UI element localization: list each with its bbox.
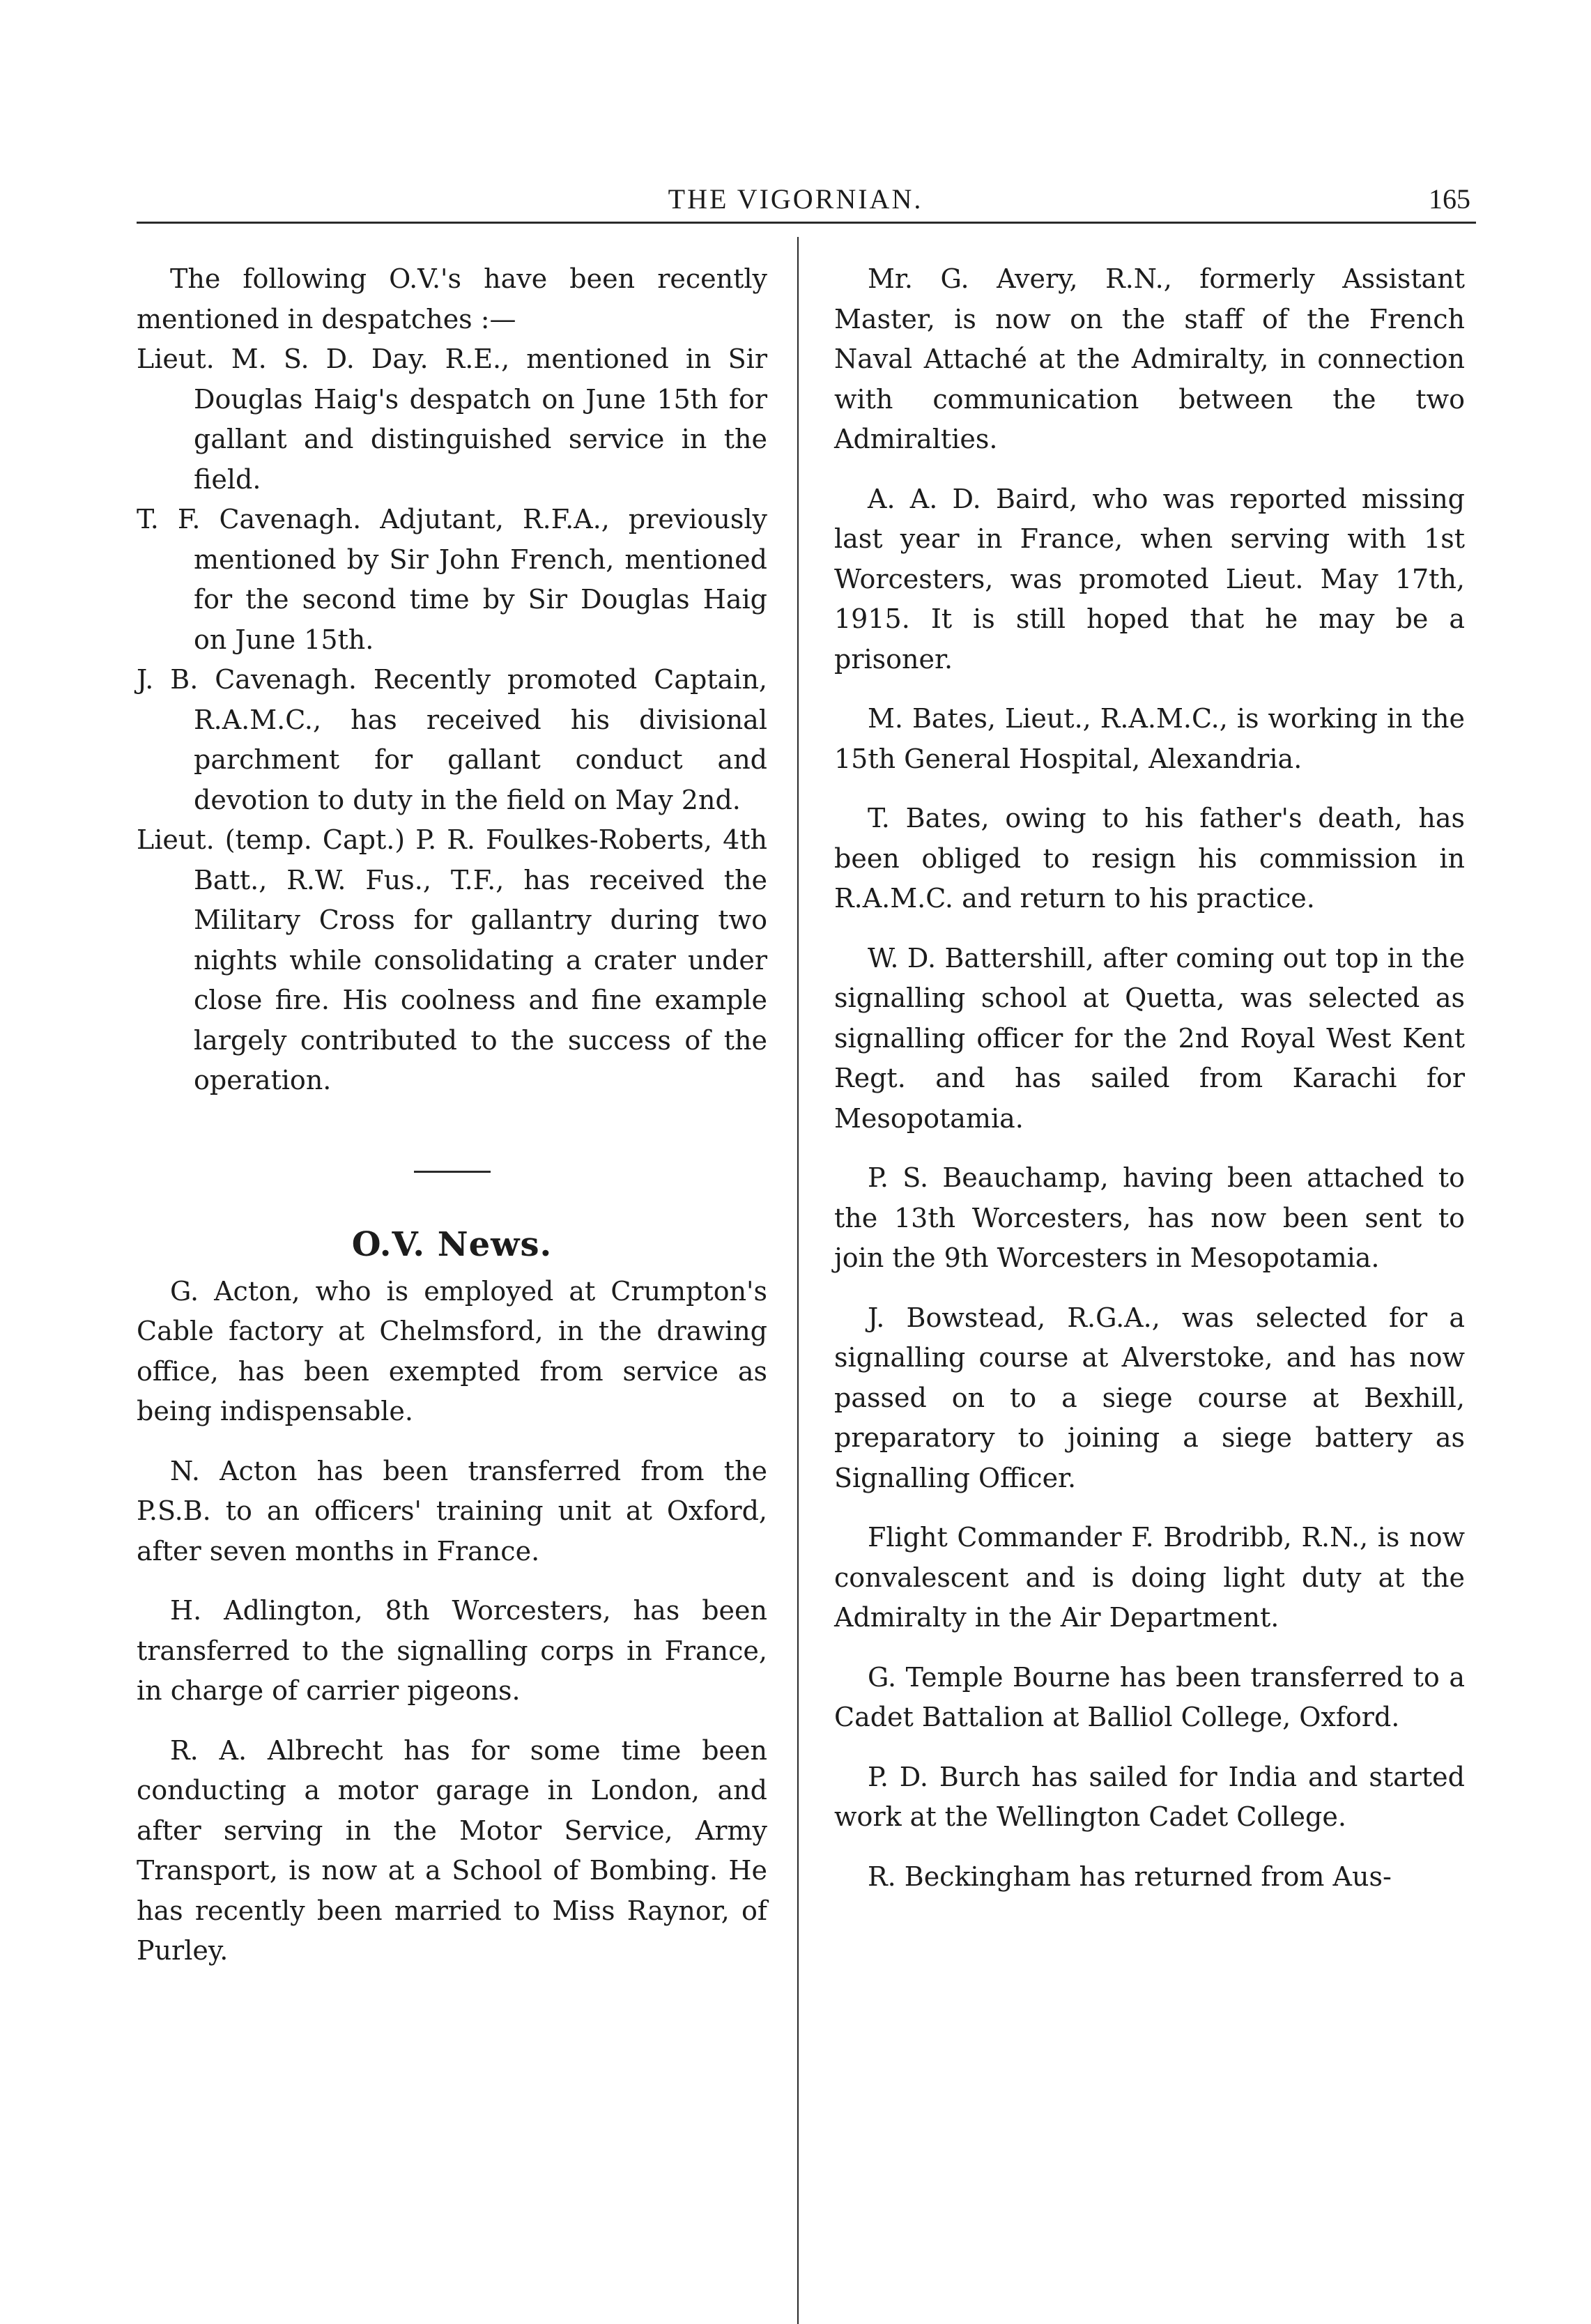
news-item: A. A. D. Baird, who was reported missing last year in France, when serving with 1st Worcesters, was promoted Lieut. May 17th, 1915. It is still hoped that he may be a prisoner.: [834, 483, 1465, 675]
despatch-entry: J. B. Cavenagh. Recently promoted Captain, R.A.M.C., has received his divisional parchment for gallant conduct and devotion to duty in the field on May 2nd.: [137, 664, 767, 815]
news-item: N. Acton has been transferred from the P.S.B. to an officers' training unit at Oxford, after seven months in France.: [137, 1455, 767, 1567]
despatches-intro: The following O.V.'s have been recently mentioned in despatches :—: [137, 263, 767, 334]
section-separator: [414, 1171, 491, 1173]
news-item: T. Bates, owing to his father's death, has been obliged to resign his commission in R.A.M.C. and return to his practice.: [834, 803, 1465, 914]
despatch-entry: Lieut. (temp. Capt.) P. R. Foulkes-Roberts, 4th Batt., R.W. Fus., T.F., has received the Military Cross for gallantry during two nights while consolidating a crater under close fire. His coolness and fine example largely contributed to the success of the operation.: [137, 824, 767, 1095]
right-column: [834, 259, 1465, 1916]
news-item: Mr. G. Avery, R.N., formerly Assistant Master, is now on the staff of the French Naval Attaché at the Admiralty, in connection with communication between the two Admiralties.: [834, 263, 1465, 454]
column-divider: [797, 237, 799, 2324]
news-item: G. Acton, who is employed at Crumpton's Cable factory at Chelmsford, in the drawing office, has been exempted from service as being indispensable.: [137, 1275, 767, 1426]
page-number: 165: [1429, 183, 1470, 215]
news-item: W. D. Battershill, after coming out top in the signalling school at Quetta, was selected as signalling officer for the 2nd Royal West Kent Regt. and has sailed from Karachi for Mesopotamia.: [834, 942, 1465, 1134]
news-item: J. Bowstead, R.G.A., was selected for a signalling course at Alverstoke, and has now passed on to a siege course at Bexhill, preparatory to joining a siege battery as Signalling Officer.: [834, 1302, 1465, 1493]
news-item: P. S. Beauchamp, having been attached to the 13th Worcesters, has now been sent to join the 9th Worcesters in Mesopotamia.: [834, 1162, 1465, 1273]
news-item: G. Temple Bourne has been transferred to a Cadet Battalion at Balliol College, Oxford.: [834, 1661, 1465, 1732]
news-item: P. D. Burch has sailed for India and started work at the Wellington Cadet College.: [834, 1761, 1465, 1832]
header-rule: [137, 222, 1476, 224]
running-header-title: THE VIGORNIAN.: [668, 183, 923, 215]
news-item: Flight Commander F. Brodribb, R.N., is now convalescent and is doing light duty at the Admiralty in the Air Department.: [834, 1522, 1465, 1633]
despatch-entry: Lieut. M. S. D. Day. R.E., mentioned in Sir Douglas Haig's despatch on June 15th for gallant and distinguished service in the field.: [137, 344, 767, 495]
news-item: R. Beckingham has returned from Aus-: [868, 1861, 1392, 1892]
news-item: H. Adlington, 8th Worcesters, has been transferred to the signalling corps in France, in charge of carrier pigeons.: [137, 1595, 767, 1706]
news-item: R. A. Albrecht has for some time been conducting a motor garage in London, and after serving in the Motor Service, Army Transport, is now at a School of Bombing. He has recently been married to Miss Raynor, of Purley.: [137, 1734, 767, 1966]
despatch-entry: T. F. Cavenagh. Adjutant, R.F.A., previously mentioned by Sir John French, mentioned for the second time by Sir Douglas Haig on June 15th.: [137, 504, 767, 655]
section-heading: O.V. News.: [351, 1224, 553, 1264]
news-item: M. Bates, Lieut., R.A.M.C., is working in the 15th General Hospital, Alexandria.: [834, 703, 1465, 774]
left-column: [137, 259, 767, 1991]
